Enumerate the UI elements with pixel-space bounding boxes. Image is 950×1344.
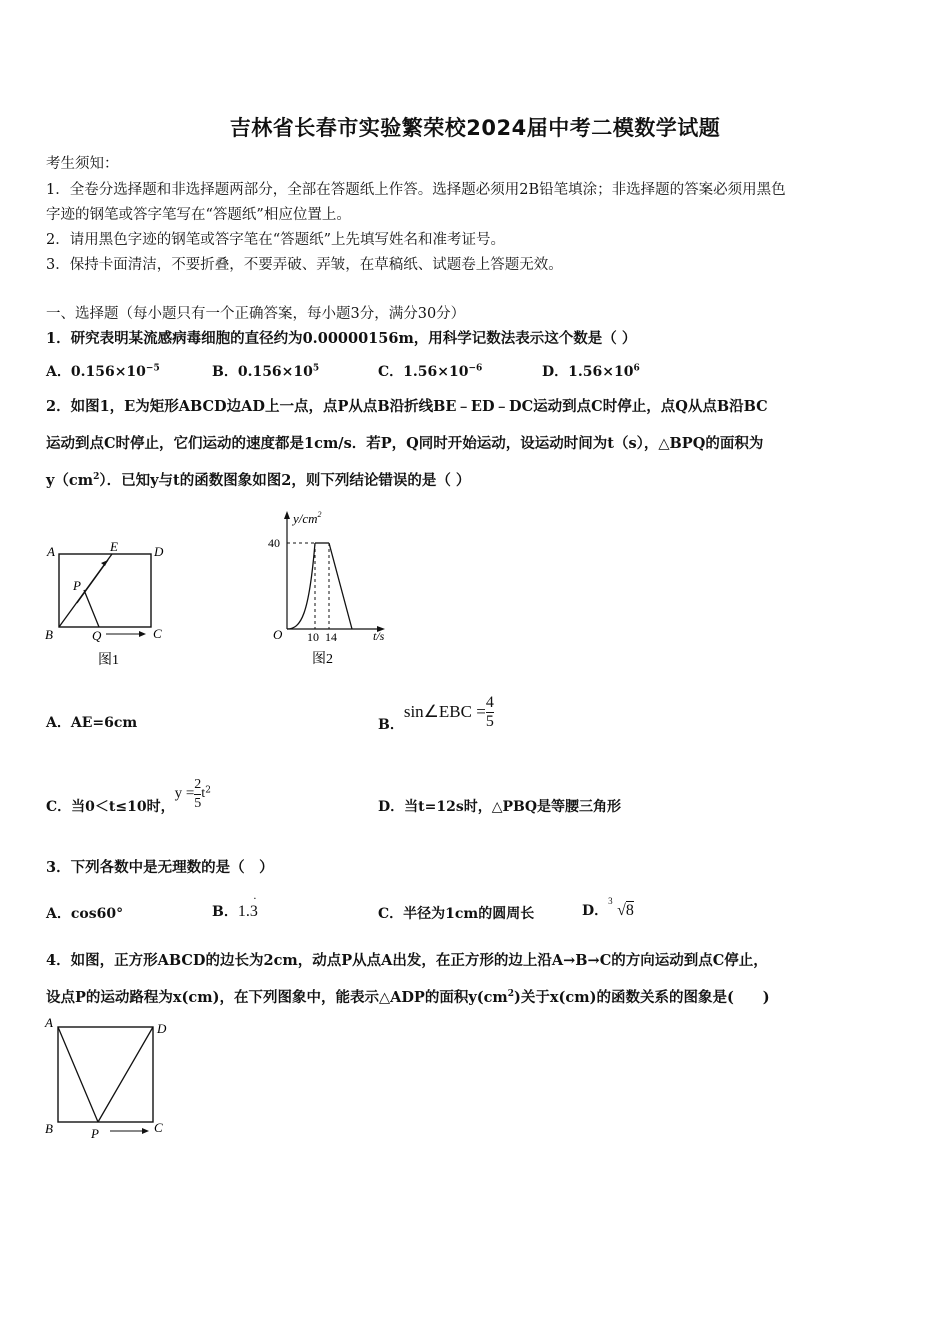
q3-stem: 3．下列各数中是无理数的是（ ）: [46, 859, 274, 876]
q2-stem-line-1: 2．如图1，E为矩形ABCD边AD上一点，点P从点B沿折线BE﹣ED﹣DC运动到点C时停止，点Q从点B沿BC: [46, 398, 768, 415]
decreasing-segment: [329, 543, 352, 629]
segment-dp: [98, 1027, 153, 1122]
tick-label-10: 10: [307, 630, 319, 644]
origin-label: O: [273, 627, 283, 642]
q4-stem-line-2: 设点P的运动路程为x(cm)，在下列图象中，能表示△ADP的面积$y(cm^2)$关于x(cm)的函数关系的图象是( ): [46, 989, 770, 1006]
label-c: C: [153, 626, 162, 641]
q2-figure-2: [265, 505, 400, 675]
figure-2-caption: 图2: [312, 652, 333, 667]
q2-stem-line-2: 运动到点C时停止，它们运动的速度都是1cm/s．若P，Q同时开始运动，设运动时间为t（s），△BPQ的面积为: [46, 435, 764, 452]
motion-arrowhead-q: [139, 631, 146, 637]
q4-figure: [40, 1012, 180, 1147]
label-a: A: [45, 1015, 53, 1030]
q2-option-b: B．sin∠EBC = $\frac{4}{5}$: [378, 693, 494, 733]
motion-arrowhead-p: [101, 560, 108, 566]
label-b: B: [45, 627, 53, 642]
label-d: D: [157, 1021, 167, 1036]
label-p: P: [73, 578, 81, 593]
label-e: E: [110, 539, 118, 554]
tick-label-40: 40: [268, 536, 280, 550]
x-axis-label: t/s: [373, 629, 385, 643]
segment-pq: [84, 590, 99, 627]
repeating-dot: ·: [252, 891, 257, 905]
label-c: C: [154, 1120, 163, 1135]
q1-option-a: A．$0.156\times 10^{-5}$: [46, 363, 160, 380]
label-q: Q: [92, 628, 102, 643]
notice-line-1a: 1．全卷分选择题和非选择题两部分，全部在答题纸上作答。选择题必须用2B铅笔填涂；非选择题的答案必须用黑色: [46, 182, 786, 198]
q2-figure-1: [40, 530, 180, 675]
q2-option-d: D．当t=12s时，△PBQ是等腰三角形: [378, 799, 622, 815]
curve-segment: [287, 543, 315, 629]
notice-line-2: 2．请用黑色字迹的钢笔或答字笔在“答题纸”上先填写姓名和准考证号。: [46, 232, 506, 248]
label-d: D: [154, 544, 164, 559]
page-title: 吉林省长春市实验繁荣校2024届中考二模数学试题: [229, 116, 721, 140]
y-axis-arrowhead: [284, 511, 290, 519]
q3-option-b: B．1.3 ·: [212, 891, 258, 920]
figure-1-caption: 图1: [98, 653, 119, 668]
q3-option-a: A．cos60°: [46, 906, 124, 922]
motion-arrow-p: [77, 560, 108, 603]
label-p: P: [91, 1126, 99, 1141]
motion-arrowhead: [142, 1128, 149, 1134]
q1-option-d: D．$1.56\times 10^6$: [542, 363, 640, 380]
q2-stem-line-3: $y(cm^2)$．已知y与t的函数图象如图2，则下列结论错误的是（ ）: [46, 472, 471, 489]
segment-ap: [58, 1027, 98, 1122]
section-heading: 一、选择题（每小题只有一个正确答案，每小题3分，满分30分）: [46, 306, 466, 322]
q4-stem-line-1: 4．如图，正方形ABCD的边长为2cm，动点P从点A出发，在正方形的边上沿A→B→C的方向运动到点C停止，: [46, 952, 768, 969]
q2-option-a: A．AE=6cm: [46, 715, 138, 731]
root-index: 3: [608, 896, 613, 906]
tick-label-14: 14: [325, 630, 337, 644]
q3-option-c: C．半径为1cm的圆周长: [378, 906, 535, 922]
q2-option-c: C．当0＜t≤10时，y = $\frac{2}{5}$ $t^2$: [46, 776, 211, 815]
notice-heading: 考生须知：: [46, 156, 119, 172]
q1-option-c: C．$1.56\times 10^{-6}$: [378, 363, 483, 380]
q1-option-b: B．$0.156\times 10^5$: [212, 363, 320, 380]
label-b: B: [45, 1121, 53, 1136]
q3-option-d: D． 3 √8: [582, 896, 634, 919]
notice-line-3: 3．保持卡面清洁，不要折叠，不要弄破、弄皱，在草稿纸、试题卷上答题无效。: [46, 257, 563, 273]
q1-stem: 1．研究表明某流感病毒细胞的直径约为0.00000156m，用科学记数法表示这个数是（ ）: [46, 330, 637, 347]
notice-line-1b: 字迹的钢笔或答字笔写在“答题纸”相应位置上。: [46, 207, 351, 223]
label-a: A: [47, 544, 55, 559]
y-axis-label: $y/cm^2$: [293, 510, 322, 526]
